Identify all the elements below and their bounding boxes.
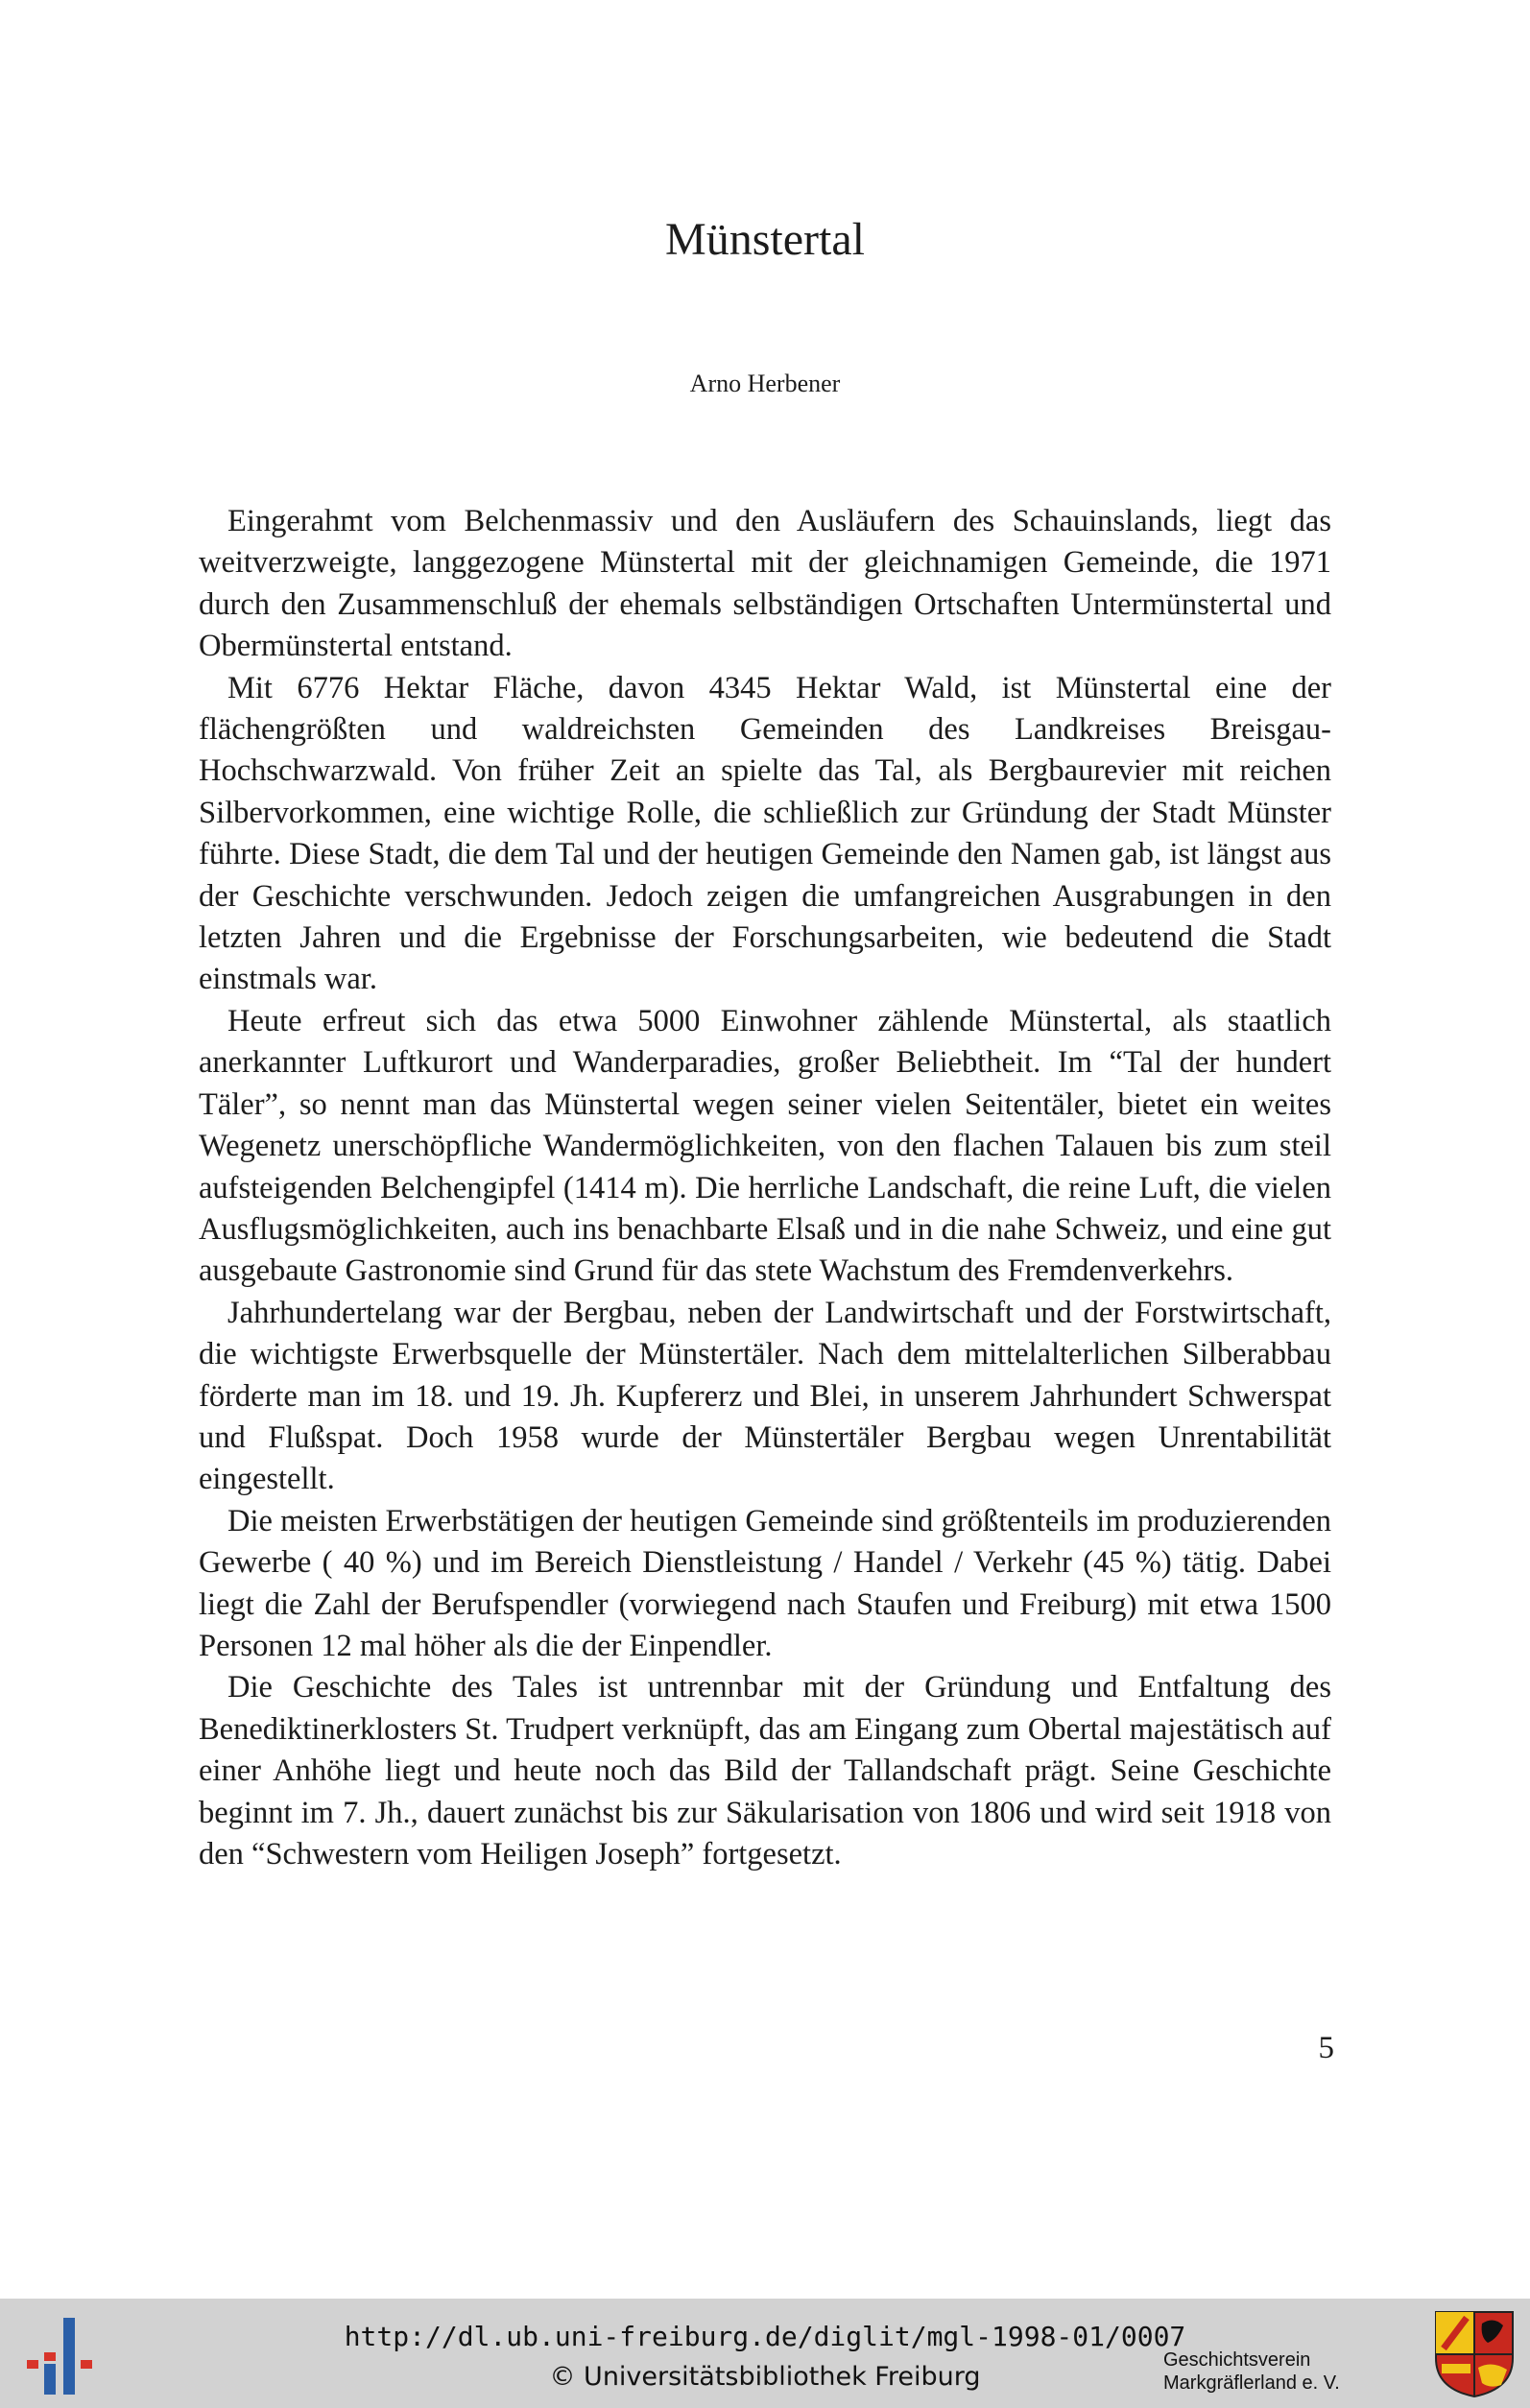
footer-bar bbox=[0, 2299, 1530, 2408]
paragraph: Jahrhundertelang war der Bergbau, neben der Landwirtschaft und der Forstwirtschaft, die wichtigste Erwerbsquelle der Münstertäler. Nach dem mittelalterlichen Silberabbau förderte man im 18. und 19. Jh. Kupfererz und Blei, in unserem Jahrhundert Schwerspat und Flußspat. Doch 1958 wurde der Münstertäler Bergbau wegen Unrentabilität eingestellt. bbox=[199, 1295, 1331, 1497]
page-title: Münstertal bbox=[665, 214, 865, 265]
paragraph: Mit 6776 Hektar Fläche, davon 4345 Hektar Wald, ist Münstertal eine der flächengrößten und waldreichsten Gemeinden des Landkreises Breisgau-Hochschwarzwald. Von früher Zeit an spielte das Tal, als Bergbaurevier mit reichen Silbervorkommen, eine wichtige Rolle, die schließlich zur Gründung der Stadt Münster führte. Diese Stadt, die dem Tal und der heutigen Gemeinde den Namen gab, ist längst aus der Geschichte verschwunden. Jedoch zeigen die umfangreichen Ausgrabungen in den letzten Jahren und die Ergebnisse der Forschungsarbeiten, wie bedeutend die Stadt einstmals war. bbox=[199, 670, 1331, 997]
author-name: Arno Herbener bbox=[689, 370, 841, 397]
society-name-line: Markgräflerland e. V. bbox=[1163, 2372, 1340, 2394]
paragraph: Heute erfreut sich das etwa 5000 Einwohner zählende Münstertal, als staatlich anerkannter Luftkurort und Wanderparadies, großer Beliebtheit. Im “Tal der hundert Täler”, so nennt man das Münstertal wegen seiner vielen Seitentäler, bietet ein weites Wegenetz unerschöpfliche Wandermöglichkeiten, von den flachen Talauen bis zum steil aufsteigenden Belchengipfel (1414 m). Die herrliche Landschaft, die reine Luft, die vielen Ausflugsmöglichkeiten, auch ins benachbarte Elsaß und in die nahe Schweiz, und eine gut ausgebaute Gastronomie sind Grund für das stete Wachstum des Fremdenverkehrs. bbox=[199, 1003, 1331, 1289]
society-name-line: Geschichtsverein bbox=[1163, 2349, 1311, 2371]
footer-url-link[interactable]: http://dl.ub.uni-freiburg.de/diglit/mgl-1998-01/0007 bbox=[344, 2321, 1186, 2352]
society-name bbox=[1163, 2348, 1422, 2395]
body-text bbox=[199, 501, 1331, 1875]
paragraph: Die Geschichte des Tales ist untrennbar mit der Gründung und Entfaltung des Benediktinerklosters St. Trudpert verknüpft, das am Eingang zum Obertal majestätisch auf einer Anhöhe liegt und heute noch das Bild der Tallandschaft prägt. Seine Geschichte beginnt im 7. Jh., dauert zunächst bis zur Säkularisation von 1806 und wird seit 1918 von den “Schwestern vom Heiligen Joseph” fortgesetzt. bbox=[199, 1670, 1331, 1872]
paragraph: Eingerahmt vom Belchenmassiv und den Ausläufern des Schauinslands, liegt das weitverzweigte, langgezogene Münstertal mit der gleichnamigen Gemeinde, die 1971 durch den Zusammenschluß der ehemals selbständigen Ortschaften Untermünstertal und Obermünstertal entstand. bbox=[199, 504, 1331, 664]
page-number: 5 bbox=[1318, 2031, 1334, 2065]
paragraph: Die meisten Erwerbstätigen der heutigen Gemeinde sind größtenteils im produzierenden Gewerbe ( 40 %) und im Bereich Dienstleistung / Handel / Verkehr (45 %) tätig. Dabei liegt die Zahl der Berufspendler (vorwiegend nach Staufen und Freiburg) mit etwa 1500 Personen 12 mal höher als die der Einpendler. bbox=[199, 1503, 1331, 1663]
coat-of-arms-icon bbox=[1434, 2310, 1515, 2398]
footer-copyright: © Universitätsbibliothek Freiburg bbox=[549, 2362, 981, 2392]
